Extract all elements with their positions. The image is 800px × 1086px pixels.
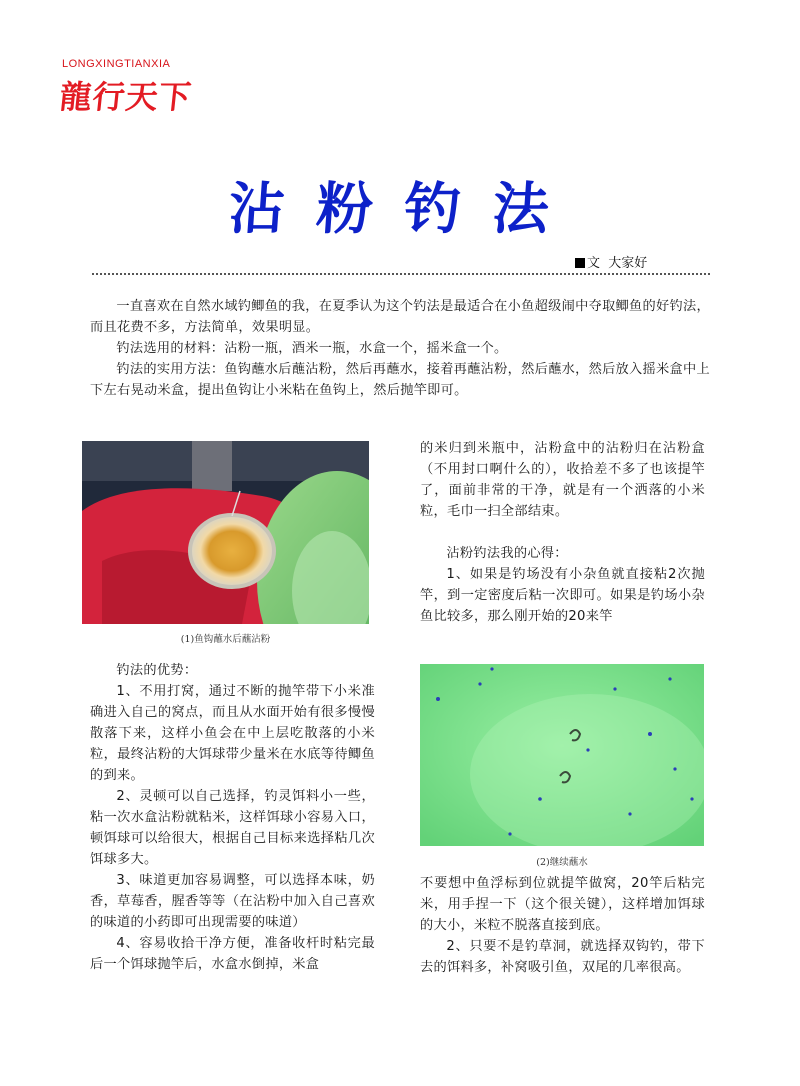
advantage-item: 3、味道更加容易调整，可以选择本味，奶香，草莓香，腥香等等（在沾粉中加入自己喜欢的味道的小药即可出现需要的味道） [90, 873, 375, 930]
intro-section [90, 296, 710, 401]
figure-1-photo [82, 441, 369, 624]
dotted-divider [92, 273, 710, 275]
article-title: 沾粉钓法 [226, 176, 584, 242]
advantage-item: 2、灵顿可以自己选择，钓灵饵料小一些，粘一次水盒沾粉就粘米，这样饵球小容易入口，顿饵球可以给很大，根据自己目标来选择粘几次饵球多大。 [90, 789, 375, 867]
byline [575, 252, 647, 271]
intro-paragraph: 一直喜欢在自然水域钓鲫鱼的我，在夏季认为这个钓法是最适合在小鱼超级闹中夺取鲫鱼的好钓法，而且花费不多，方法简单，效果明显。 [90, 299, 710, 335]
tip-2: 2、只要不是钓草洞，就选择双钩钓，带下去的饵料多，补窝吸引鱼，双尾的几率很高。 [420, 939, 705, 975]
figure-2-photo [420, 664, 704, 846]
right-column-top [420, 438, 705, 627]
method-paragraph: 钓法的实用方法：鱼钩蘸水后蘸沾粉，然后再蘸水，接着再蘸沾粉，然后蘸水，然后放入摇米盒中上下左右晃动米盒，提出鱼钩让小米粘在鱼钩上，然后抛竿即可。 [90, 362, 710, 398]
tip-1-end: 不要想中鱼浮标到位就提竿做窝，20竿后粘完米，用手捏一下（这个很关键），这样增加饵球的大小，米粒不脱落直接到底。 [420, 876, 705, 933]
tip-1-start: 1、如果是钓场没有小杂鱼就直接粘2次抛竿，到一定密度后粘一次即可。如果是钓场小杂鱼比较多，那么刚开始的20来竿 [420, 567, 705, 624]
byline-text: 文 大家好 [587, 256, 648, 271]
left-column [90, 660, 375, 975]
square-bullet-icon [575, 258, 585, 268]
advantage-item: 1、不用打窝，通过不断的抛竿带下小米准确进入自己的窝点，而且从水面开始有很多慢慢散落下来，这样小鱼会在中上层吃散落的小米粒，最终沾粉的大饵球带少量米在水底等待鲫鱼的到来。 [90, 684, 375, 783]
spacer [420, 522, 705, 543]
magazine-section-pinyin: LONGXINGTIANXIA [62, 58, 171, 70]
figure-2-caption: (2)继续蘸水 [536, 857, 588, 868]
right-column-bottom [420, 873, 705, 978]
materials-paragraph: 钓法选用的材料：沾粉一瓶，酒米一瓶，水盒一个，摇米盒一个。 [116, 341, 508, 356]
figure-1-caption: (1)鱼钩蘸水后蘸沾粉 [180, 634, 271, 645]
advantages-heading: 钓法的优势： [116, 663, 198, 678]
cleanup-continuation: 的米归到米瓶中，沾粉盒中的沾粉归在沾粉盒（不用封口啊什么的），收拾差不多了也该提竿了，面前非常的干净，就是有一个洒落的小米粒，毛巾一扫全部结束。 [420, 441, 705, 519]
tips-heading: 沾粉钓法我的心得： [446, 546, 568, 561]
magazine-section-logo: 龍行天下 [57, 78, 194, 116]
advantage-item: 4、容易收拾干净方便，准备收杆时粘完最后一个饵球抛竿后，水盒水倒掉，米盒 [90, 936, 375, 972]
